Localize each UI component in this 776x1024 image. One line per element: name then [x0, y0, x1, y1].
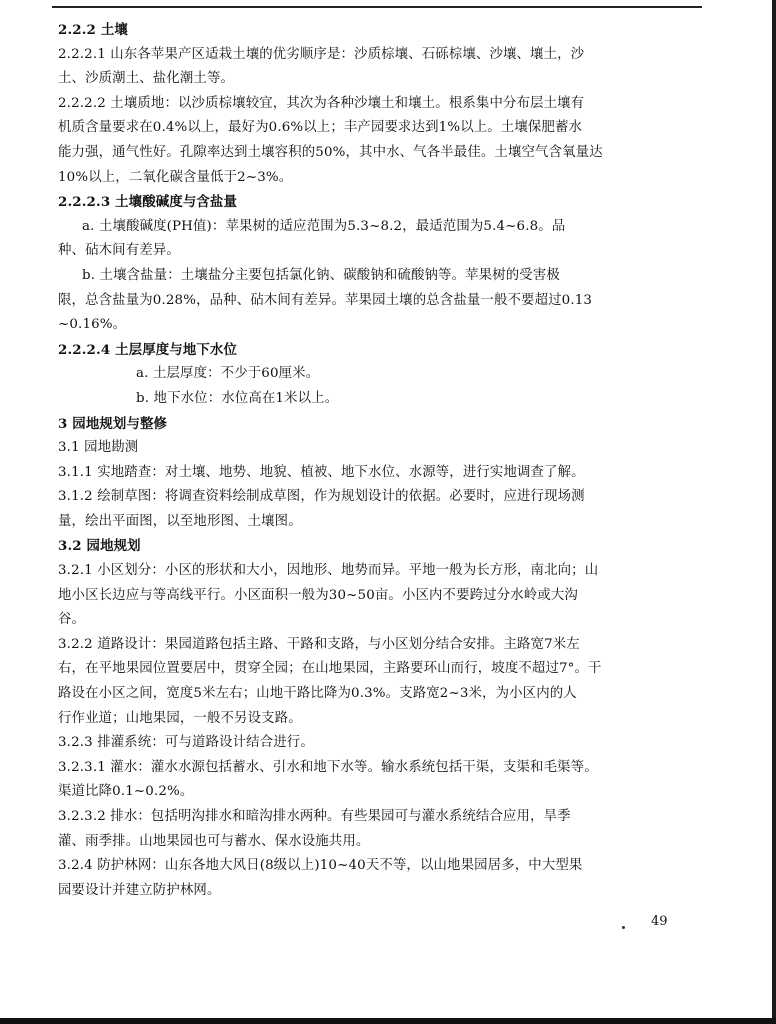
text-line: 渠道比降0.1~0.2%。	[58, 784, 194, 800]
heading-2-2-2-3: 2.2.2.3 土壤酸碱度与含盐量	[58, 194, 237, 211]
top-rule	[52, 6, 702, 8]
text-line: 2.2.2.1 山东各苹果产区适栽土壤的优劣顺序是：沙质棕壤、石砾棕壤、沙壤、壤土，沙	[58, 46, 585, 62]
heading-2-2-2-4: 2.2.2.4 土层厚度与地下水位	[58, 341, 237, 358]
heading-2-2-2: 2.2.2 土壤	[58, 22, 128, 38]
text-line: 限，总含盐量为0.28%，品种、砧木间有差异。苹果园土壤的总含盐量一般不要超过0.13	[58, 292, 593, 308]
text-line: 3.2.4 防护林网：山东各地大风日(8级以上)10~40天不等，以山地果园居多，中大型果	[58, 858, 583, 874]
text-line: b. 地下水位：水位高在1米以上。	[136, 390, 339, 406]
heading-3-1: 3.1 园地勘测	[58, 440, 139, 456]
scan-bottom-edge	[0, 1018, 776, 1024]
text-line: ~0.16%。	[58, 317, 127, 333]
text-line: 3.2.1 小区划分：小区的形状和大小，因地形、地势而异。平地一般为长方形，南北向；山	[58, 563, 599, 579]
text-line: 地小区长边应与等高线平行。小区面积一般为30~50亩。小区内不要跨过分水岭或大沟	[58, 587, 578, 603]
text-line: 3.2.3.1 灌水：灌水水源包括蓄水、引水和地下水等。输水系统包括干渠，支渠和毛渠等。	[58, 759, 598, 775]
text-line: 右，在平地果园位置要居中，贯穿全园；在山地果园，主路要环山而行，坡度不超过7°。干	[58, 661, 602, 677]
heading-3-2: 3.2 园地规划	[58, 538, 141, 555]
text-line: 土、沙质潮土、盐化潮土等。	[58, 71, 235, 87]
page-number: 49	[651, 914, 668, 929]
page-body	[58, 18, 688, 903]
text-line: 3.1.2 绘制草图：将调查资料绘制成草图，作为规划设计的依据。必要时，应进行现场测	[58, 489, 585, 505]
text-line: 2.2.2.2 土壤质地：以沙质棕壤较宜，其次为各种沙壤土和壤土。根系集中分布层土壤有	[58, 95, 585, 111]
heading-3: 3 园地规划与整修	[58, 415, 168, 432]
text-line: 10%以上，二氧化碳含量低于2~3%。	[58, 169, 293, 185]
text-line: 机质含量要求在0.4%以上，最好为0.6%以上；丰产园要求达到1%以上。土壤保肥蓄水	[58, 120, 583, 136]
text-line: 3.2.3.2 排水：包括明沟排水和暗沟排水两种。有些果园可与灌水系统结合应用，旱季	[58, 809, 571, 824]
text-line: 3.1.1 实地踏查：对土壤、地势、地貌、植被、地下水位、水源等，进行实地调查了解。	[58, 464, 585, 480]
text-line: 3.2.3 排灌系统：可与道路设计结合进行。	[58, 735, 314, 751]
scan-right-edge	[772, 0, 776, 1024]
text-line: 能力强，通气性好。孔隙率达到土壤容积的50%，其中水、气各半最佳。土壤空气含氧量达	[58, 144, 603, 160]
text-line: 种、砧木间有差异。	[58, 243, 180, 259]
text-line: a. 土层厚度：不少于60厘米。	[136, 366, 320, 382]
text-line: 灌、雨季排。山地果园也可与蓄水、保水设施共用。	[58, 833, 370, 849]
text-line: a. 土壤酸碱度(PH值)：苹果树的适应范围为5.3~8.2，最适范围为5.4~6.8。品	[82, 218, 566, 234]
text-line: 3.2.2 道路设计：果园道路包括主路、干路和支路，与小区划分结合安排。主路宽7米左	[58, 636, 580, 652]
text-line: 量，绘出平面图，以至地形图、土壤图。	[58, 513, 302, 529]
text-line: b. 土壤含盐量：土壤盐分主要包括氯化钠、碳酸钠和硫酸钠等。苹果树的受害极	[82, 267, 560, 283]
text-line: 园要设计并建立防护林网。	[58, 882, 221, 898]
text-line: 路设在小区之间，宽度5米左右；山地干路比降为0.3%。支路宽2~3米，为小区内的人	[58, 686, 577, 702]
text-line: 行作业道；山地果园，一般不另设支路。	[58, 710, 302, 726]
scan-speck	[622, 926, 625, 929]
text-line: 谷。	[58, 612, 86, 628]
